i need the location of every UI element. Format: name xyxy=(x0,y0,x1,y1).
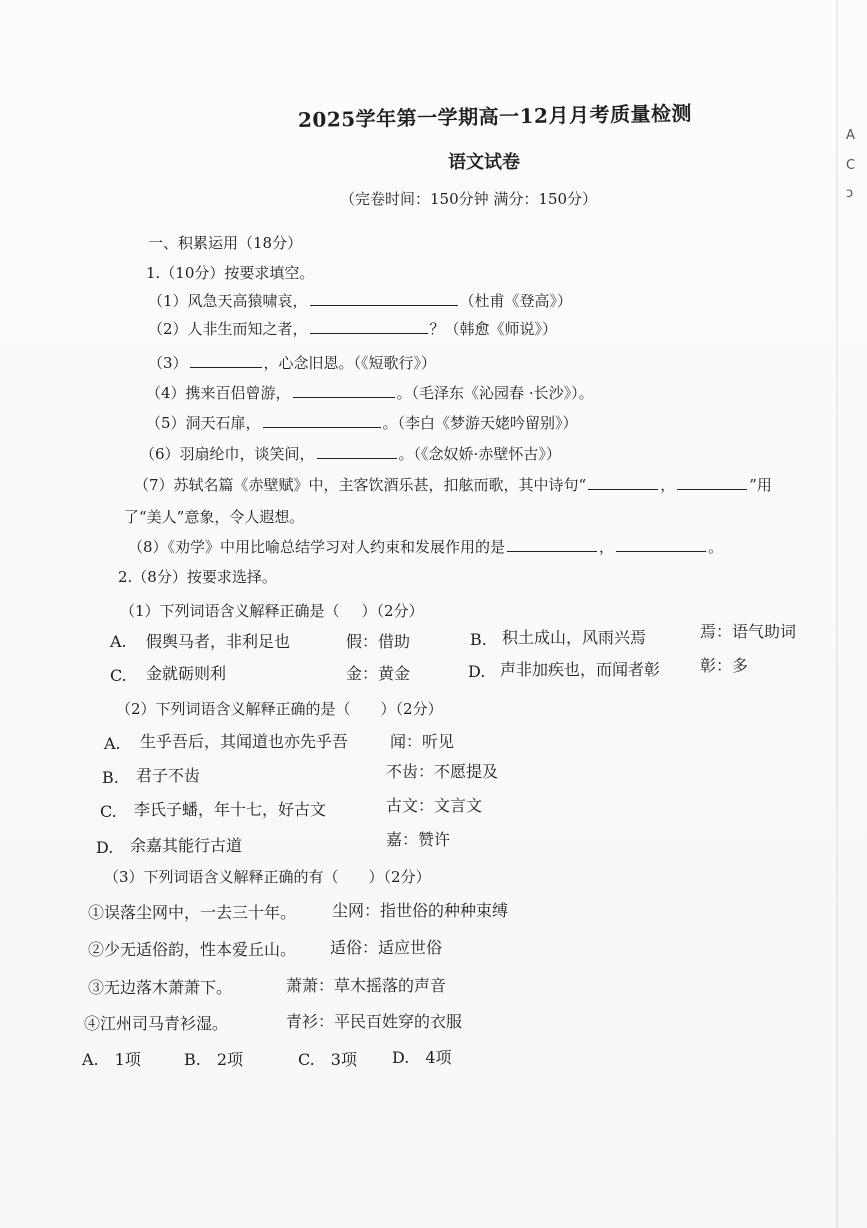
option-b[interactable]: B. xyxy=(102,768,119,787)
option-d-note: 嘉：赞许 xyxy=(386,830,451,849)
fill-item-2: （2）人非生而知之者， ？（韩愈《师说》） xyxy=(148,320,558,338)
option-d-note: 彰：多 xyxy=(700,656,749,675)
fill-item-7: （7）苏轼名篇《赤壁赋》中，主客饮酒乐甚，扣舷而歌，其中诗句“ ， ”用 xyxy=(134,476,772,494)
answer-blank[interactable] xyxy=(263,426,381,428)
fill-item-5: （5）洞天石扉， 。（李白《梦游天姥吟留别》） xyxy=(146,414,578,432)
option-c-phrase: 金就砺则利 xyxy=(146,664,227,683)
answer-blank[interactable] xyxy=(507,550,597,552)
option-b-phrase: 君子不齿 xyxy=(136,766,201,785)
option-a[interactable]: A. xyxy=(104,734,121,753)
statement-4-note: 青衫：平民百姓穿的衣服 xyxy=(286,1012,463,1031)
answer-blank[interactable] xyxy=(310,332,428,334)
statement-3: ③无边落木萧萧下。 xyxy=(88,978,233,997)
question-1-stem: 1.（10分）按要求填空。 xyxy=(146,264,315,282)
margin-mark: A xyxy=(846,128,855,143)
option-b-phrase: 积土成山，风雨兴焉 xyxy=(502,628,647,647)
exam-info: （完卷时间：150分钟 满分：150分） xyxy=(340,190,598,208)
answer-blank[interactable] xyxy=(677,488,747,490)
statement-1: ①误落尘网中，一去三十年。 xyxy=(88,903,297,922)
fill-item-3: （3） ，心念旧恩。（《短歌行》） xyxy=(148,354,437,372)
option-c-note: 金：黄金 xyxy=(346,664,411,683)
answer-blank[interactable] xyxy=(317,457,397,459)
exam-title: 2025学年第一学期高一12月月考质量检测 xyxy=(297,101,693,132)
option-a-note: 假：借助 xyxy=(346,632,411,651)
fill-item-1: （1）风急天高猿啸哀， （杜甫《登高》） xyxy=(148,292,573,310)
margin-mark: C xyxy=(846,158,856,173)
statement-1-note: 尘网：指世俗的种种束缚 xyxy=(332,901,509,920)
choice-b[interactable]: B. 2项 xyxy=(184,1050,244,1069)
fill-item-4: （4）携来百侣曾游， 。（毛泽东《沁园春 ·长沙》）。 xyxy=(146,384,594,402)
statement-2: ②少无适俗韵，性本爱丘山。 xyxy=(88,940,297,959)
section-heading: 一、积累运用（18分） xyxy=(148,234,303,252)
sub-question-2: （2）下列词语含义解释正确的是（ ）（2分） xyxy=(116,700,443,718)
option-c[interactable]: C. xyxy=(100,802,117,821)
option-c[interactable]: C. xyxy=(110,666,127,685)
fill-item-8: （8）《劝学》中用比喻总结学习对人约束和发展作用的是 ， 。 xyxy=(128,538,724,556)
exam-subject: 语文试卷 xyxy=(448,152,520,173)
choice-d[interactable]: D. 4项 xyxy=(392,1048,452,1067)
option-d[interactable]: D. xyxy=(96,838,114,857)
choice-a[interactable]: A. 1项 xyxy=(82,1050,141,1069)
answer-blank[interactable] xyxy=(293,396,395,398)
option-d[interactable]: D. xyxy=(468,662,486,681)
choice-c[interactable]: C. 3项 xyxy=(298,1050,357,1069)
statement-2-note: 适俗：适应世俗 xyxy=(330,938,443,957)
option-c-phrase: 李氏子蟠，年十七，好古文 xyxy=(134,800,327,819)
option-a-phrase: 生乎吾后，其闻道也亦先乎吾 xyxy=(140,732,349,751)
sub-question-1: （1）下列词语含义解释正确是（ ）（2分） xyxy=(120,602,424,620)
statement-3-note: 萧萧：草木摇落的声音 xyxy=(286,976,447,995)
answer-blank[interactable] xyxy=(310,304,458,306)
answer-blank[interactable] xyxy=(190,366,262,368)
answer-blank[interactable] xyxy=(616,550,706,552)
statement-4: ④江州司马青衫湿。 xyxy=(84,1014,229,1033)
sub-question-3: （3）下列词语含义解释正确的有（ ）（2分） xyxy=(104,868,431,886)
option-c-note: 古文：文言文 xyxy=(386,796,483,815)
option-a-note: 闻：听见 xyxy=(390,732,455,751)
question-2-stem: 2.（8分）按要求选择。 xyxy=(118,568,277,586)
margin-mark: ɔ xyxy=(846,186,854,201)
option-b-note: 焉：语气助词 xyxy=(700,622,797,641)
option-d-phrase: 余嘉其能行古道 xyxy=(130,836,243,855)
option-a-phrase: 假舆马者，非利足也 xyxy=(146,632,291,651)
fill-item-6: （6）羽扇纶巾，谈笑间， 。（《念奴娇·赤壁怀古》） xyxy=(140,445,561,463)
option-a[interactable]: A. xyxy=(110,632,127,651)
fill-item-7-cont: 了“美人”意象，令人遐想。 xyxy=(124,508,305,526)
option-b-note: 不齿：不愿提及 xyxy=(386,762,499,781)
scan-edge xyxy=(836,0,838,1228)
answer-blank[interactable] xyxy=(588,488,658,490)
option-b[interactable]: B. xyxy=(470,630,487,649)
option-d-phrase: 声非加疾也，而闻者彰 xyxy=(500,660,661,679)
